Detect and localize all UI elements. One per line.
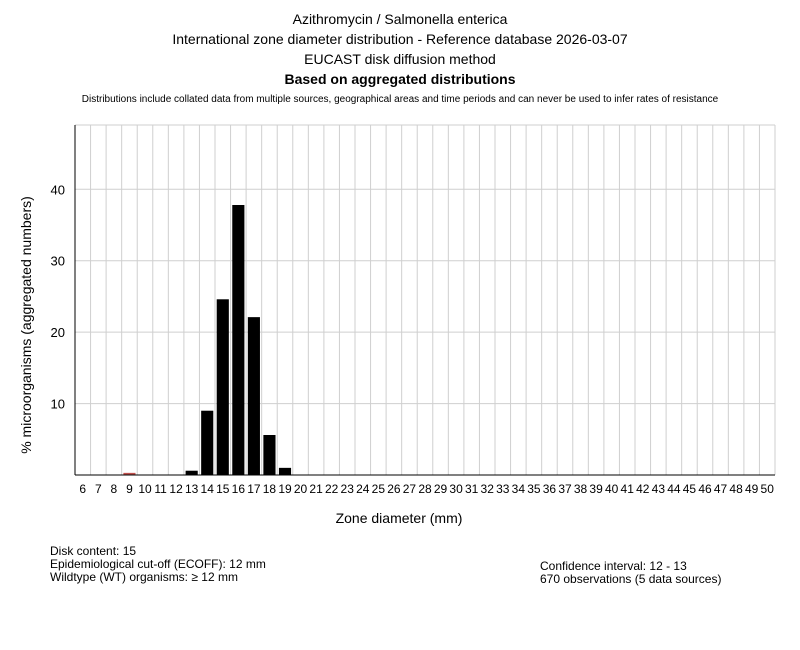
observations-count: 670 observations (5 data sources) [540,572,722,586]
x-tick-label: 6 [79,482,87,496]
chart-subtitle: International zone diameter distribution - Reference database 2026-03-07 [172,31,628,47]
x-tick-label: 15 [216,482,230,496]
bar-14 [201,411,213,475]
x-tick-label: 42 [636,482,650,496]
x-tick-label: 9 [126,482,133,496]
x-tick-label: 8 [110,482,118,496]
x-tick-label: 28 [418,482,432,496]
disclaimer-note: Distributions include collated data from multiple sources, geographical areas and time periods and can never be used to infer rates of resistance [81,94,719,105]
x-tick-label: 48 [729,482,743,496]
x-tick-label: 25 [371,482,386,496]
ecoff-info: Epidemiological cut-off (ECOFF): 12 mm [50,557,266,571]
x-tick-label: 33 [496,482,510,496]
x-tick-label: 43 [651,482,666,496]
x-tick-label: 29 [433,482,448,496]
confidence-interval: Confidence interval: 12 - 13 [540,559,687,573]
y-tick-label: 20 [50,325,65,341]
x-tick-label: 11 [154,482,167,496]
y-tick-label: 10 [50,396,65,412]
x-tick-label: 35 [527,482,541,496]
x-tick-label: 14 [200,482,214,496]
x-tick-label: 49 [744,482,759,496]
x-tick-label: 40 [604,482,619,496]
info-right [540,560,721,586]
x-tick-label: 37 [558,482,572,496]
x-tick-label: 38 [573,482,588,496]
x-tick-label: 7 [94,482,102,496]
disk-content: Disk content: 15 [50,544,137,558]
x-tick-label: 18 [262,482,277,496]
x-tick-label: 21 [309,482,323,496]
x-tick-label: 24 [356,482,370,496]
x-tick-label: 44 [667,482,681,496]
x-tick-label: 13 [184,482,199,496]
x-tick-label: 27 [402,482,417,496]
x-tick-label: 36 [542,482,557,496]
x-tick-label: 19 [278,482,292,496]
wildtype-info: Wildtype (WT) organisms: ≥ 12 mm [50,570,238,584]
x-tick-label: 12 [169,482,183,496]
x-tick-label: 45 [682,482,697,496]
x-axis-label: Zone diameter (mm) [335,510,463,526]
x-tick-label: 17 [247,482,261,496]
info-left [50,545,266,584]
x-tick-label: 16 [231,482,246,496]
y-tick-label: 30 [50,253,65,269]
bar-17 [248,317,260,475]
y-tick-label: 40 [50,182,65,198]
x-tick-label: 41 [620,482,634,496]
x-tick-label: 20 [293,482,308,496]
x-tick-label: 39 [589,482,603,496]
bar-18 [263,435,275,475]
bar-13 [186,471,198,475]
chart-title: Azithromycin / Salmonella enterica [292,11,508,27]
x-tick-label: 47 [713,482,728,496]
x-tick-label: 32 [480,482,494,496]
x-tick-label: 30 [449,482,463,496]
x-tick-label: 26 [387,482,401,496]
bar-16 [232,205,244,475]
x-tick-label: 22 [324,482,339,496]
x-tick-label: 31 [464,482,479,496]
x-tick-label: 34 [511,482,526,496]
aggregation-label: Based on aggregated distributions [284,71,516,87]
x-tick-label: 10 [138,482,152,496]
y-axis-label: % microorganisms (aggregated numbers) [18,196,34,454]
x-tick-label: 23 [340,482,354,496]
bar-15 [217,299,229,475]
method-label: EUCAST disk diffusion method [304,51,496,67]
x-tick-label: 46 [698,482,712,496]
x-tick-label: 50 [760,482,774,496]
bar-19 [279,468,291,475]
